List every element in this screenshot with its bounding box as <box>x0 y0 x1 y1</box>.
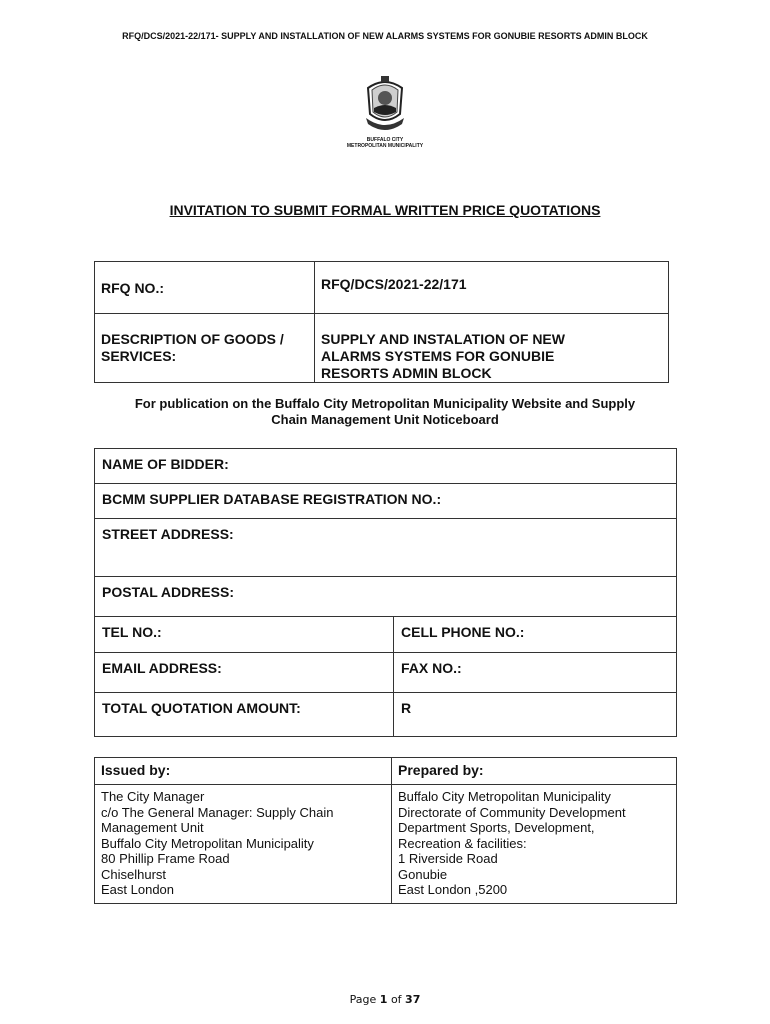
issued-by-line: Buffalo City Metropolitan Municipality <box>101 835 314 851</box>
municipality-logo <box>335 74 435 149</box>
issued-by-line: c/o The General Manager: Supply Chain <box>101 804 334 820</box>
street-address-row <box>95 519 677 577</box>
prepared-by-line: Recreation & facilities: <box>398 835 527 851</box>
db-registration-row <box>95 484 677 519</box>
prepared-by-heading: Prepared by: <box>392 758 677 785</box>
prepared-by-line: Buffalo City Metropolitan Municipality <box>398 789 611 804</box>
coat-of-arms-icon <box>362 74 408 136</box>
rfq-details-table <box>94 261 669 383</box>
description-row <box>95 314 669 383</box>
issued-by-line: Management Unit <box>101 820 204 835</box>
cell-phone-label: CELL PHONE NO.: <box>394 617 677 653</box>
issued-by-line: Chiselhurst <box>101 866 167 882</box>
phone-row <box>95 617 677 653</box>
bidder-name-row <box>95 449 677 484</box>
prepared-by-line: Directorate of Community Development <box>398 804 626 820</box>
publication-line2: Chain Management Unit Noticeboard <box>271 412 499 427</box>
page-word: Page <box>349 993 377 1006</box>
total-page-count: 37 <box>405 993 421 1006</box>
email-label: EMAIL ADDRESS: <box>95 653 394 693</box>
issued-prepared-header-row <box>95 758 677 785</box>
prepared-by-line: Department Sports, Development, <box>398 820 595 835</box>
bidder-name-label: NAME OF BIDDER: <box>95 449 677 484</box>
issued-by-line: The City Manager <box>101 789 205 804</box>
bidder-details-table <box>94 448 677 737</box>
logo-text-line1: BUFFALO CITY <box>366 137 404 143</box>
prepared-by-line: East London ,5200 <box>398 882 508 897</box>
tel-label: TEL NO.: <box>95 617 394 653</box>
document-header <box>90 30 680 42</box>
db-registration-label: BCMM SUPPLIER DATABASE REGISTRATION NO.: <box>95 484 677 519</box>
postal-address-label: POSTAL ADDRESS: <box>95 577 677 617</box>
issued-by-address <box>95 785 392 904</box>
of-word: of <box>390 993 402 1006</box>
issued-prepared-address-row <box>95 785 677 904</box>
issued-prepared-table <box>94 757 677 904</box>
total-amount-value: R <box>394 693 677 737</box>
page-number-footer <box>0 993 770 1006</box>
issued-by-line: East London <box>101 882 175 897</box>
description-label-line1: DESCRIPTION OF GOODS / <box>101 331 284 347</box>
total-amount-label: TOTAL QUOTATION AMOUNT: <box>95 693 394 737</box>
total-amount-row <box>95 693 677 737</box>
rfq-no-value: RFQ/DCS/2021-22/171 <box>315 262 669 314</box>
rfq-no-label: RFQ NO.: <box>95 262 315 314</box>
publication-notice <box>94 396 676 428</box>
description-value-line2: ALARMS SYSTEMS FOR GONUBIE <box>321 348 555 364</box>
description-value <box>315 314 669 383</box>
issued-by-line: 80 Phillip Frame Road <box>101 851 230 866</box>
logo-text-line2: METROPOLITAN MUNICIPALITY <box>346 143 424 149</box>
prepared-by-line: 1 Riverside Road <box>398 851 498 866</box>
fax-label: FAX NO.: <box>394 653 677 693</box>
rfq-number-row <box>95 262 669 314</box>
description-label-line2: SERVICES: <box>101 348 177 364</box>
page-title: INVITATION TO SUBMIT FORMAL WRITTEN PRICE QUOTATIONS <box>169 202 601 218</box>
description-value-line1: SUPPLY AND INSTALATION OF NEW <box>321 331 565 347</box>
header-reference-text: RFQ/DCS/2021-22/171- SUPPLY AND INSTALLATION OF NEW ALARMS SYSTEMS FOR GONUBIE RESORTS ADMIN BLOCK <box>122 31 648 41</box>
description-value-line3: RESORTS ADMIN BLOCK <box>321 365 492 381</box>
publication-line1: For publication on the Buffalo City Metropolitan Municipality Website and Supply <box>134 396 636 411</box>
description-label <box>95 314 315 383</box>
issued-by-heading: Issued by: <box>95 758 392 785</box>
street-address-label: STREET ADDRESS: <box>95 519 677 577</box>
prepared-by-line: Gonubie <box>398 866 448 882</box>
current-page-number: 1 <box>379 993 388 1006</box>
prepared-by-address <box>392 785 677 904</box>
postal-address-row <box>95 577 677 617</box>
logo-caption <box>335 137 435 149</box>
email-fax-row <box>95 653 677 693</box>
